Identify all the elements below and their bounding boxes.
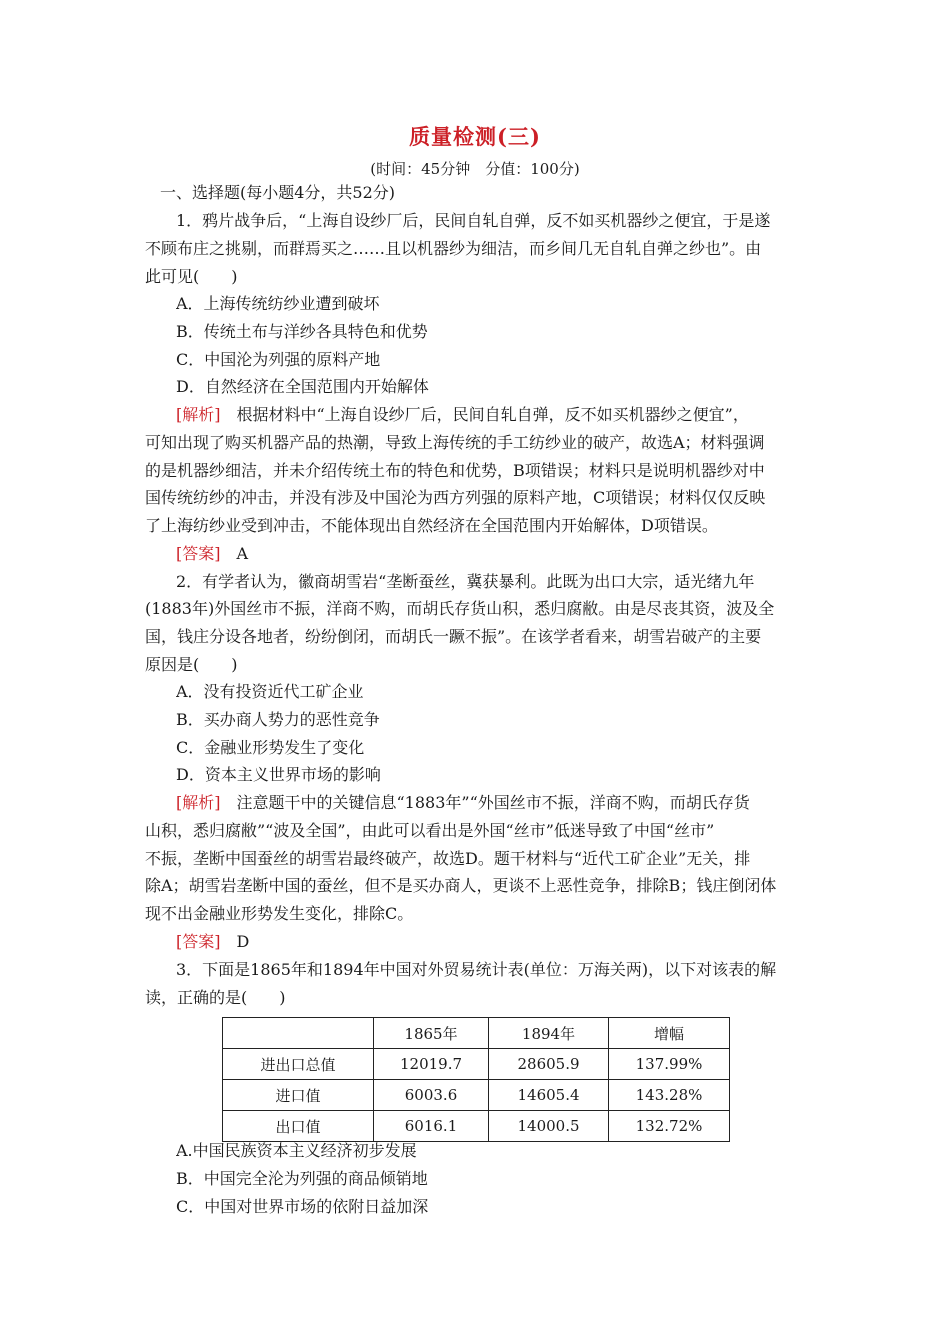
table-cell: 137.99% [609,1049,730,1080]
q3-option-c: C．中国对世界市场的依附日益加深 [176,1197,429,1216]
q1-analysis-line [176,405,841,425]
q1-analysis-line: 的是机器纱细洁，并未介绍传统土布的特色和优势，B项错误；材料只是说明机器纱对中 [145,461,765,480]
q2-stem-line: (1883年)外国丝市不振，洋商不购，而胡氏存货山积，悉归腐敝。由是尽丧其资，波及全 [145,599,775,618]
table-header-cell: 增幅 [609,1018,730,1049]
table-cell: 28605.9 [489,1049,609,1080]
q2-stem-line: 原因是( ) [145,655,238,674]
q3-stem-line: 读，正确的是( ) [145,988,286,1007]
q2-analysis-line [176,793,841,813]
answer-tag: [答案] [176,932,221,951]
q1-stem-line: 不顾布庄之挑剔，而群焉买之……且以机器纱为细洁，而乡间几无自轧自弹之纱也”。由 [145,239,762,258]
q1-answer-line [176,544,841,564]
q2-option-d: D．资本主义世界市场的影响 [176,765,381,784]
table-cell: 143.28% [609,1080,730,1111]
q2-option-b: B．买办商人势力的恶性竞争 [176,710,380,729]
table-cell: 14000.5 [489,1111,609,1142]
table-row [223,1049,730,1080]
q2-analysis-line: 不振，垄断中国蚕丝的胡雪岩最终破产，故选D。题干材料与“近代工矿企业”无关，排 [145,849,751,868]
q1-analysis-line: 了上海纺纱业受到冲击，不能体现出自然经济在全国范围内开始解体，D项错误。 [145,516,718,535]
trade-statistics-table [222,1017,730,1142]
q2-answer-line [176,932,841,952]
table-header-row [223,1018,730,1049]
answer-tag: [答案] [176,544,221,563]
analysis-tag: [解析] [176,793,221,812]
table-row [223,1080,730,1111]
q2-option-c: C．金融业形势发生了变化 [176,738,365,757]
table-cell: 14605.4 [489,1080,609,1111]
table-header-cell [223,1018,374,1049]
table-cell: 6003.6 [374,1080,489,1111]
table-cell: 6016.1 [374,1111,489,1142]
table-cell: 出口值 [223,1111,374,1142]
q1-stem-line: 1．鸦片战争后，“上海自设纱厂后，民间自轧自弹，反不如买机器纱之便宜，于是遂 [176,211,771,230]
q1-analysis-line: 可知出现了购买机器产品的热潮，导致上海传统的手工纺纱业的破产，故选A；材料强调 [145,433,765,452]
table-header-cell: 1894年 [489,1018,609,1049]
answer-value: A [220,544,249,563]
q1-option-b: B．传统土布与洋纱各具特色和优势 [176,322,428,341]
q3-stem-line: 3．下面是1865年和1894年中国对外贸易统计表(单位：万海关两)，以下对该表的解 [176,960,777,979]
q2-option-a: A．没有投资近代工矿企业 [176,682,364,701]
table-header-cell: 1865年 [374,1018,489,1049]
q1-option-d: D．自然经济在全国范围内开始解体 [176,377,429,396]
q2-analysis-line: 除A；胡雪岩垄断中国的蚕丝，但不是买办商人，更谈不上恶性竞争，排除B；钱庄倒闭体 [145,876,777,895]
answer-value: D [220,932,250,951]
q3-option-a: A.中国民族资本主义经济初步发展 [176,1141,417,1160]
q2-stem-line: 2．有学者认为，徽商胡雪岩“垄断蚕丝，冀获暴利。此既为出口大宗，适光绪九年 [176,572,755,591]
q2-analysis-line: 山积，悉归腐敝”“波及全国”，由此可以看出是外国“丝市”低迷导致了中国“丝市” [145,821,715,840]
q2-analysis-line: 现不出金融业形势发生变化，排除C。 [145,904,414,923]
q1-option-c: C．中国沦为列强的原料产地 [176,350,381,369]
analysis-text: 注意题干中的关键信息“1883年”“外国丝市不振，洋商不购，而胡氏存货 [220,793,750,812]
q2-stem-line: 国，钱庄分设各地者，纷纷倒闭，而胡氏一蹶不振”。在该学者看来，胡雪岩破产的主要 [145,627,762,646]
section-heading: 一、选择题(每小题4分，共52分) [160,183,396,202]
table-cell: 12019.7 [374,1049,489,1080]
q1-option-a: A．上海传统纺纱业遭到破坏 [176,294,380,313]
q3-option-b: B．中国完全沦为列强的商品倾销地 [176,1169,428,1188]
analysis-tag: [解析] [176,405,221,424]
page-title: 质量检测(三) [409,124,541,149]
q1-stem-line: 此可见( ) [145,267,238,286]
q1-analysis-line: 国传统纺纱的冲击，并没有涉及中国沦为西方列强的原料产地，C项错误；材料仅仅反映 [145,488,766,507]
table-cell: 132.72% [609,1111,730,1142]
table-row [223,1111,730,1142]
analysis-text: 根据材料中“上海自设纱厂后，民间自轧自弹，反不如买机器纱之便宜”， [220,405,749,424]
page-subtitle: (时间：45分钟 分值：100分) [370,160,580,178]
table-cell: 进出口总值 [223,1049,374,1080]
table-cell: 进口值 [223,1080,374,1111]
